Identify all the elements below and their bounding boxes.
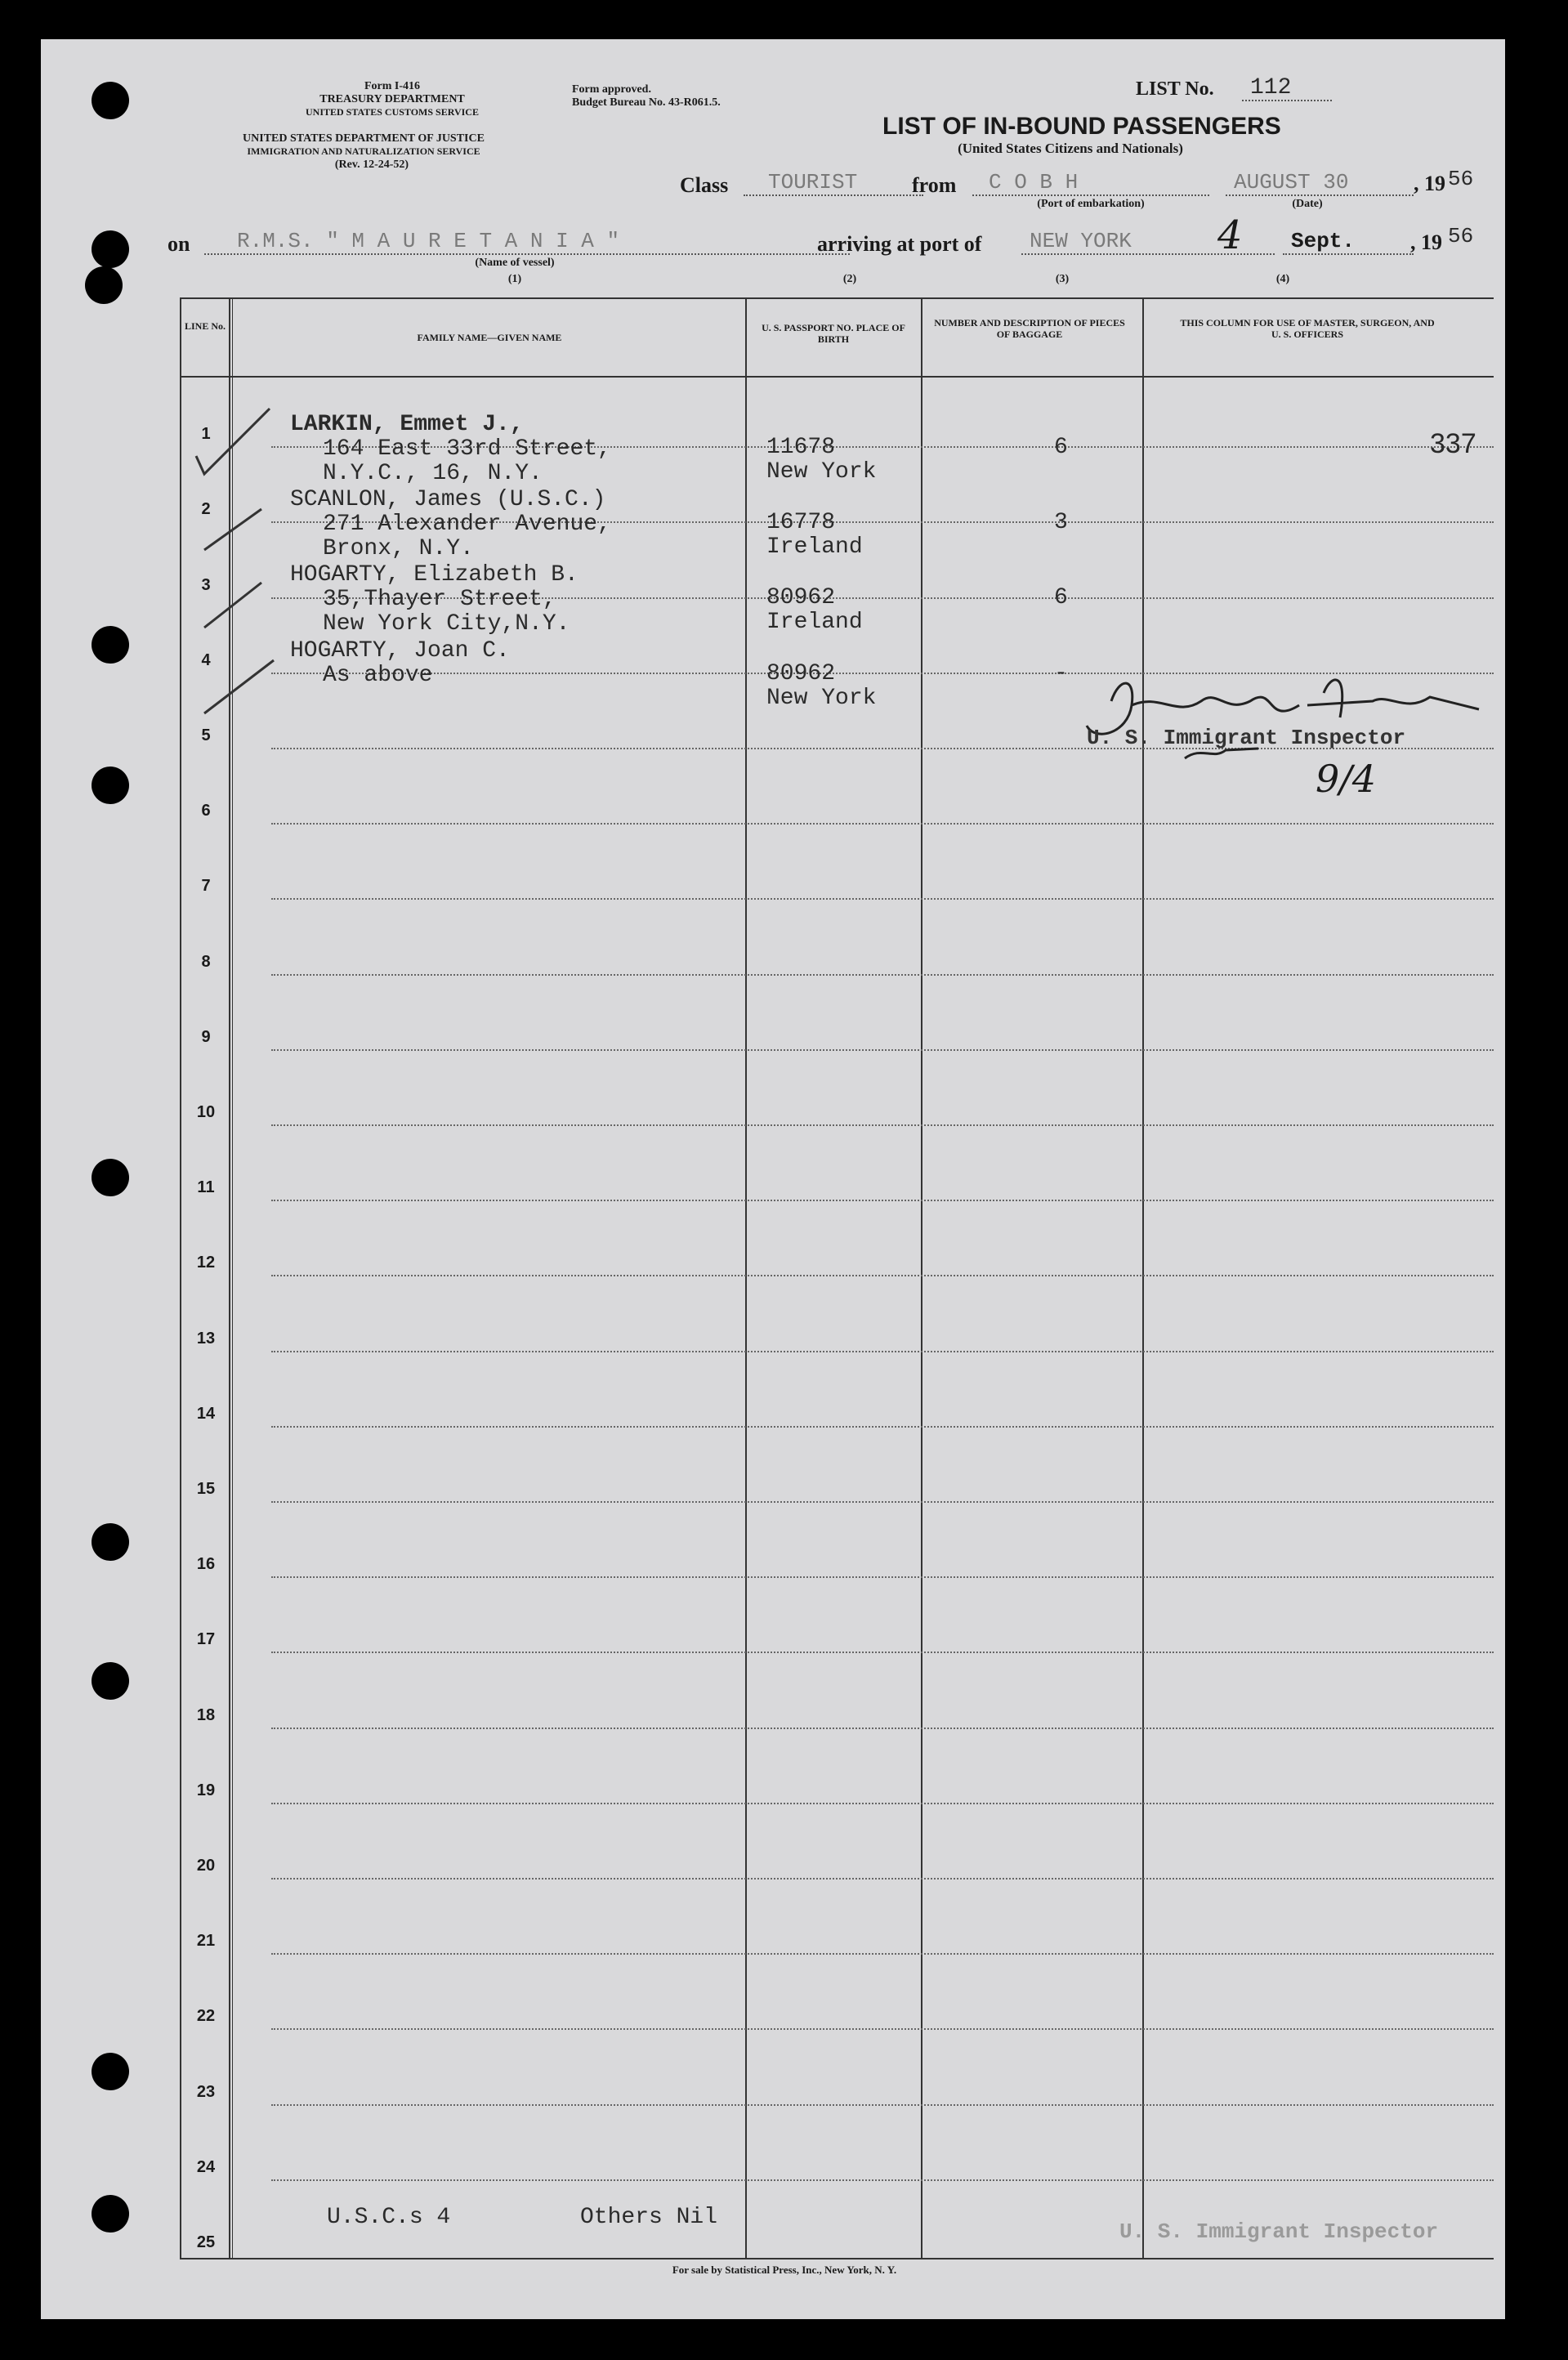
port-underline [972, 194, 1209, 196]
arriving-label: arriving at port of [817, 232, 982, 256]
punch-hole [85, 266, 123, 304]
date-caption: (Date) [1292, 198, 1323, 210]
passport-number: 80962 [766, 585, 836, 611]
line-number: 20 [196, 1857, 216, 1875]
revision: (Rev. 12-24-52) [334, 159, 409, 171]
place-of-birth: Ireland [766, 610, 863, 636]
footer-uscs: U.S.C.s 4 [327, 2205, 451, 2230]
punch-hole [92, 82, 129, 119]
table-header-border [180, 376, 1494, 378]
punch-hole [92, 626, 129, 664]
passenger-address-2: Bronx, N.Y. [323, 536, 474, 562]
line-number: 25 [196, 2233, 216, 2251]
arrival-year: 56 [1448, 224, 1474, 248]
line-number: 5 [201, 726, 211, 744]
ins-service: IMMIGRATION AND NATURALIZATION SERVICE [247, 145, 480, 157]
check-mark-1 [196, 409, 270, 474]
baggage-count: 3 [1054, 510, 1068, 536]
check-mark-4 [204, 660, 274, 713]
row-separator [271, 1124, 1494, 1126]
line-number: 23 [196, 2082, 216, 2101]
form-sheet [41, 39, 1505, 2319]
row-separator [271, 1501, 1494, 1503]
inspector-stamp: U. S. Immigrant Inspector [1087, 726, 1406, 750]
arrival-year-prefix: , 19 [1410, 230, 1442, 254]
line-number: 10 [196, 1103, 216, 1121]
check-mark-2 [204, 509, 261, 550]
line-number: 18 [196, 1705, 216, 1724]
line-number: 4 [201, 650, 211, 669]
check-marks [172, 407, 319, 750]
passenger-address-1: 271 Alexander Avenue, [323, 512, 611, 538]
row-separator [271, 1049, 1494, 1051]
punch-hole [92, 1523, 129, 1561]
row-separator [271, 1275, 1494, 1276]
line-number: 17 [196, 1630, 216, 1649]
passport-number: 11678 [766, 435, 836, 460]
header-name: FAMILY NAME—GIVEN NAME [417, 332, 562, 343]
month-underline [1283, 253, 1414, 255]
passenger-address-1: 35,Thayer Street, [323, 587, 556, 613]
arrival-month: Sept. [1291, 229, 1356, 253]
passenger-address-2: N.Y.C., 16, N.Y. [323, 461, 543, 486]
port-caption: (Port of embarkation) [1037, 198, 1145, 210]
class-label: Class [680, 173, 729, 197]
row-separator [271, 1576, 1494, 1578]
row-separator [271, 1803, 1494, 1804]
line-number: 15 [196, 1480, 216, 1498]
line-number: 1 [201, 425, 211, 444]
inspector-handwriting: 9/4 [1316, 757, 1377, 801]
arrival-day: 4 [1217, 212, 1243, 258]
place-of-birth: New York [766, 459, 877, 485]
passport-number: 80962 [766, 660, 836, 686]
passenger-address-2: New York City,N.Y. [323, 611, 570, 637]
row-separator [271, 898, 1494, 900]
treasury-dept: TREASURY DEPARTMENT [319, 93, 465, 105]
form-subtitle: (United States Citizens and Nationals) [958, 141, 1183, 156]
punch-hole [92, 1662, 129, 1700]
passenger-name: SCANLON, James (U.S.C.) [290, 487, 606, 513]
row-separator [271, 1200, 1494, 1201]
table-top-border [180, 297, 1494, 299]
line-number: 8 [201, 952, 211, 971]
line-number: 21 [196, 1932, 216, 1951]
header-passport: U. S. PASSPORT NO. PLACE OF BIRTH [762, 322, 905, 345]
departure-year: 56 [1448, 167, 1474, 191]
line-number: 16 [196, 1555, 216, 1574]
officer-note: 337 [1430, 428, 1476, 459]
passenger-name: LARKIN, Emmet J., [290, 412, 524, 437]
col-ref-2: (2) [842, 273, 857, 285]
departure-year-prefix: , 19 [1414, 172, 1445, 195]
col-divider-officers [1142, 297, 1144, 2259]
row-separator [271, 2028, 1494, 2030]
line-number: 13 [196, 1329, 216, 1348]
row-separator [271, 1351, 1494, 1352]
row-separator [271, 1953, 1494, 1955]
vessel-name: R.M.S. " M A U R E T A N I A " [237, 229, 620, 253]
punch-hole [92, 2195, 129, 2233]
row-separator [271, 1878, 1494, 1880]
passenger-address-1: As above [323, 662, 433, 688]
punch-hole [92, 1159, 129, 1196]
customs-service: UNITED STATES CUSTOMS SERVICE [306, 106, 479, 118]
header-line-no: LINE No. [184, 320, 226, 332]
col-ref-3: (3) [1055, 273, 1070, 285]
check-mark-3 [204, 583, 261, 628]
vessel-underline [204, 253, 850, 255]
list-no-label: LIST No. [1136, 78, 1214, 100]
col-divider-passport [745, 297, 747, 2259]
place-of-birth: New York [766, 685, 877, 711]
baggage-count: 6 [1054, 585, 1068, 611]
justice-dept: UNITED STATES DEPARTMENT OF JUSTICE [243, 132, 485, 145]
row-separator [271, 823, 1494, 825]
passenger-name: HOGARTY, Joan C. [290, 637, 510, 664]
vessel-caption: (Name of vessel) [475, 257, 555, 269]
line-number: 9 [201, 1027, 211, 1046]
line-number: 22 [196, 2007, 216, 2026]
line-number: 6 [201, 802, 211, 820]
on-label: on [168, 232, 190, 256]
row-separator [271, 1652, 1494, 1653]
row-separator [271, 2179, 1494, 2181]
line-number: 3 [201, 575, 211, 594]
form-number: Form I-416 [364, 80, 421, 92]
line-number: 14 [196, 1404, 216, 1423]
line-number: 12 [196, 1254, 216, 1272]
baggage-count: - [1054, 660, 1068, 686]
embark-port: C O B H [989, 170, 1079, 194]
inspector-signature [1062, 668, 1487, 767]
passport-number: 16778 [766, 510, 836, 536]
col-ref-1: (1) [507, 273, 522, 285]
place-of-birth: Ireland [766, 534, 863, 561]
line-number: 11 [197, 1178, 215, 1197]
baggage-count: 6 [1054, 435, 1068, 460]
punch-hole [92, 767, 129, 804]
passenger-address-1: 164 East 33rd Street, [323, 436, 611, 462]
row-separator [271, 974, 1494, 976]
footer-sale: For sale by Statistical Press, Inc., New York, N. Y. [672, 2264, 897, 2276]
class-underline [744, 194, 923, 196]
header-baggage: NUMBER AND DESCRIPTION OF PIECES OF BAGGAGE [934, 317, 1125, 340]
list-no-underline [1242, 100, 1332, 101]
arrival-port: NEW YORK [1030, 229, 1132, 253]
list-no-value: 112 [1250, 75, 1292, 101]
col-ref-4: (4) [1275, 273, 1290, 285]
row-separator [271, 1728, 1494, 1729]
punch-hole [92, 230, 129, 268]
line-number: 2 [201, 500, 211, 519]
line-number: 19 [196, 1781, 216, 1799]
form-approved: Form approved. [572, 83, 651, 96]
class-value: TOURIST [768, 170, 858, 194]
footer-others: Others Nil [580, 2205, 718, 2230]
date-underline [1226, 194, 1414, 196]
table-bottom-border [180, 2258, 1494, 2259]
passenger-name: HOGARTY, Elizabeth B. [290, 562, 579, 588]
budget-bureau: Budget Bureau No. 43-R061.5. [572, 96, 721, 109]
row-separator [271, 2104, 1494, 2106]
footer-inspector: U. S. Immigrant Inspector [1119, 2219, 1439, 2244]
row-separator [271, 1426, 1494, 1428]
col-divider-baggage [921, 297, 922, 2259]
from-label: from [912, 173, 957, 197]
line-number: 24 [196, 2157, 216, 2176]
departure-date: AUGUST 30 [1234, 170, 1349, 194]
line-number: 7 [201, 877, 211, 896]
form-title: LIST OF IN-BOUND PASSENGERS [882, 113, 1281, 140]
punch-hole [92, 2053, 129, 2090]
header-officers: THIS COLUMN FOR USE OF MASTER, SURGEON, AND U. S. OFFICERS [1180, 317, 1435, 340]
